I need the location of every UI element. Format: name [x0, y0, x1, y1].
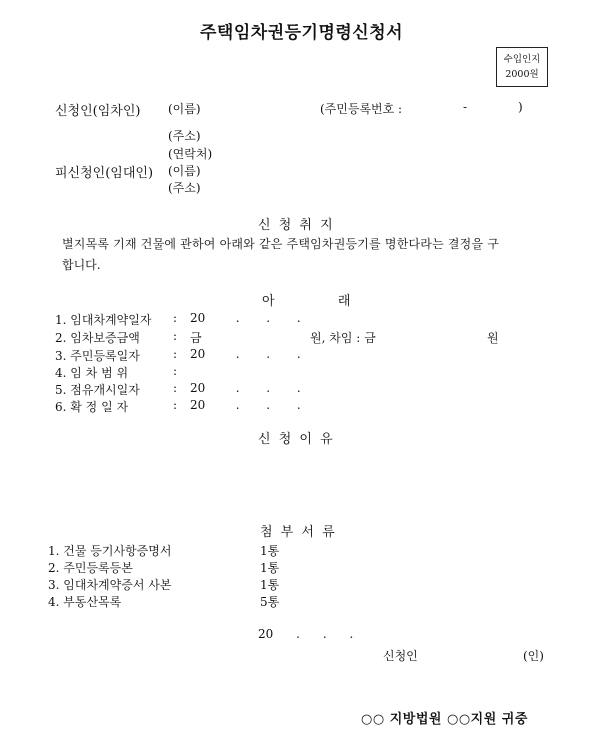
- purpose-heading: 신 청 취 지: [258, 218, 335, 233]
- document-title: 주택임차권등기명령신청서: [200, 23, 404, 43]
- detail-colon: :: [173, 329, 178, 343]
- detail-value-registration-date: 20 . . .: [190, 347, 301, 361]
- applicant-label: 신청인(임차인): [55, 104, 141, 119]
- detail-label-deposit: 2. 임차보증금액: [55, 331, 140, 345]
- detail-label-occupancy-date: 5. 점유개시일자: [55, 383, 140, 397]
- purpose-text-line2: 합니다.: [62, 258, 101, 272]
- detail-value-contract-date: 20 . . .: [190, 311, 301, 325]
- detail-colon: :: [173, 311, 178, 325]
- stamp-amount: 2000원: [505, 69, 539, 80]
- detail-value-rent-label: 원, 차임 : 금: [310, 331, 376, 345]
- applicant-address-field: (주소): [168, 129, 201, 143]
- application-date: 20 . . .: [258, 627, 354, 641]
- respondent-address-field: (주소): [168, 181, 201, 195]
- applicant-rrn-field: (주민등록번호 :: [320, 102, 403, 116]
- detail-value-occupancy-date: 20 . . .: [190, 381, 301, 395]
- attachment-item-label: 4. 부동산목록: [48, 595, 122, 609]
- attachment-item-label: 3. 임대차계약증서 사본: [48, 578, 172, 592]
- applicant-rrn-dash: -: [463, 100, 468, 114]
- attachment-item-count: 5통: [260, 595, 280, 609]
- attachment-item-count: 1통: [260, 561, 280, 575]
- respondent-name-field: (이름): [168, 164, 201, 178]
- seal-mark: (인): [523, 649, 544, 663]
- detail-colon: :: [173, 364, 178, 378]
- detail-colon: :: [173, 381, 178, 395]
- detail-value-deposit-prefix: 금: [190, 331, 202, 345]
- respondent-label: 피신청인(임대인): [55, 166, 154, 181]
- attachment-item-count: 1통: [260, 578, 280, 592]
- signature-label: 신청인: [383, 649, 418, 663]
- detail-label-contract-date: 1. 임대차계약일자: [55, 313, 152, 327]
- detail-value-fixed-date: 20 . . .: [190, 398, 301, 412]
- purpose-text-line1: 별지목록 기재 건물에 관하여 아래와 같은 주택임차권등기를 명한다라는 결정을 구: [62, 237, 500, 251]
- detail-label-lease-scope: 4. 임 차 범 위: [55, 366, 129, 380]
- applicant-name-field: (이름): [168, 102, 201, 116]
- attachment-item-label: 2. 주민등록등본: [48, 561, 133, 575]
- attachment-item-label: 1. 건물 등기사항증명서: [48, 544, 172, 558]
- detail-colon: :: [173, 347, 178, 361]
- stamp-label: 수입인지: [503, 54, 541, 65]
- revenue-stamp-box: [496, 47, 548, 87]
- court-addressee: ○○ 지방법원 ○○지원 귀중: [361, 712, 528, 727]
- detail-label-registration-date: 3. 주민등록일자: [55, 349, 140, 363]
- detail-colon: :: [173, 398, 178, 412]
- attachment-item-count: 1통: [260, 544, 280, 558]
- reason-heading: 신 청 이 유: [258, 432, 335, 447]
- applicant-contact-field: (연락처): [168, 147, 213, 161]
- detail-label-fixed-date: 6. 확 정 일 자: [55, 400, 129, 414]
- detail-value-rent-unit: 원: [487, 331, 499, 345]
- attachments-heading: 첨 부 서 류: [260, 525, 337, 540]
- details-heading: 아 래: [262, 294, 353, 309]
- applicant-rrn-close: ): [518, 100, 523, 114]
